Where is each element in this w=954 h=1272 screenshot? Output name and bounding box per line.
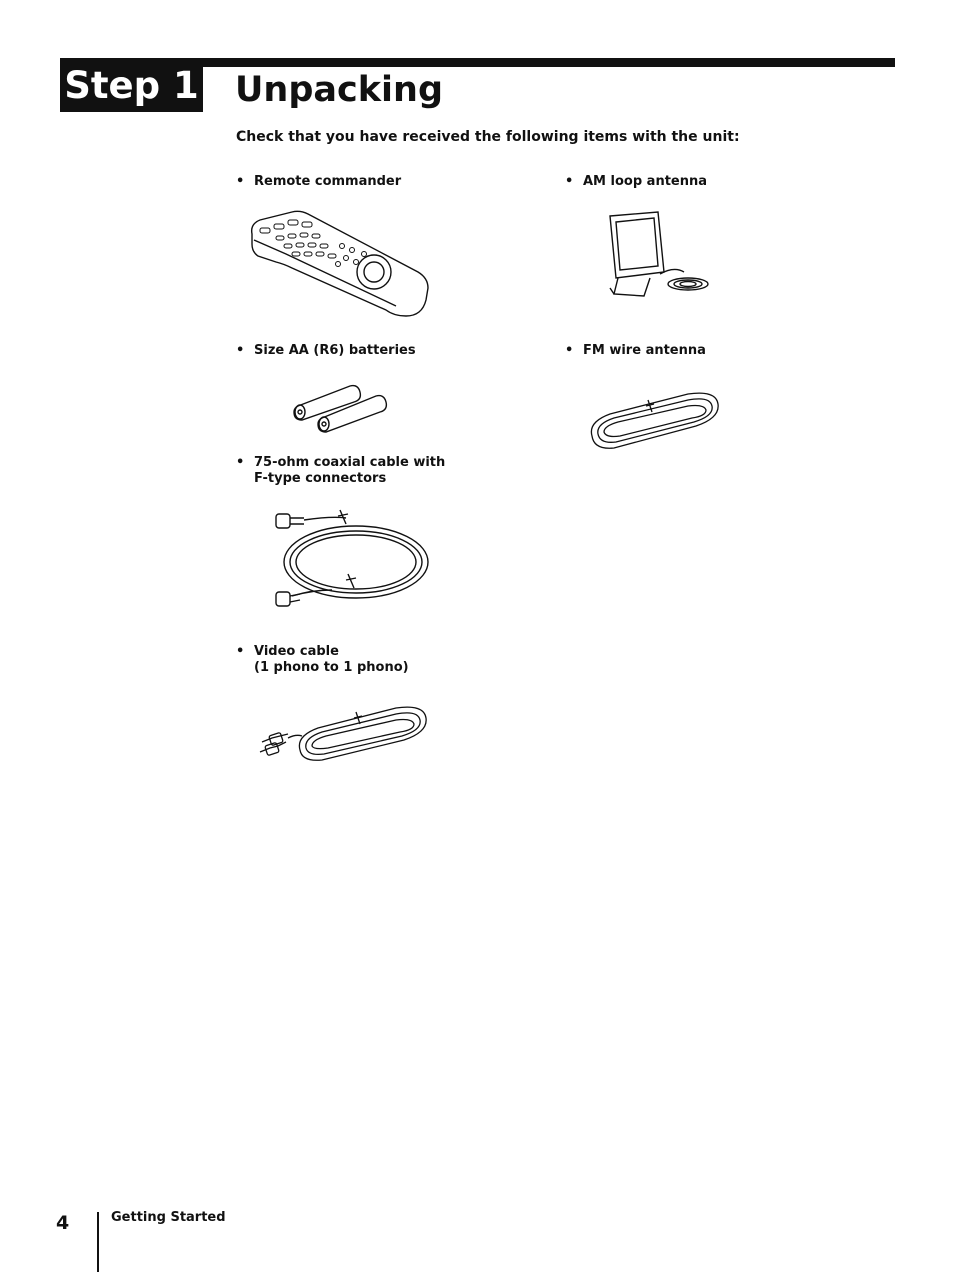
item-fm-wire-antenna: • FM wire antenna [565,343,706,358]
step-badge: Step 1 [60,58,203,112]
batteries-illustration [292,380,392,434]
am-loop-antenna-illustration [604,208,714,300]
footer-rule [97,1212,99,1272]
video-cable-illustration [256,700,432,766]
item-coaxial-cable: • 75-ohm coaxial cable with F-type connectors [236,455,446,486]
page-number: 4 [56,1212,70,1234]
item-remote-commander: • Remote commander [236,174,402,189]
intro-text: Check that you have received the following items with the unit: [236,129,740,145]
section-name: Getting Started [111,1210,226,1225]
coaxial-cable-illustration [272,506,432,610]
page-title: Unpacking [235,70,444,110]
remote-commander-illustration [246,206,432,322]
item-am-loop-antenna: • AM loop antenna [565,174,708,189]
fm-wire-antenna-illustration [584,388,724,454]
item-video-cable: • Video cable (1 phono to 1 phono) [236,644,409,675]
item-batteries: • Size AA (R6) batteries [236,343,416,358]
